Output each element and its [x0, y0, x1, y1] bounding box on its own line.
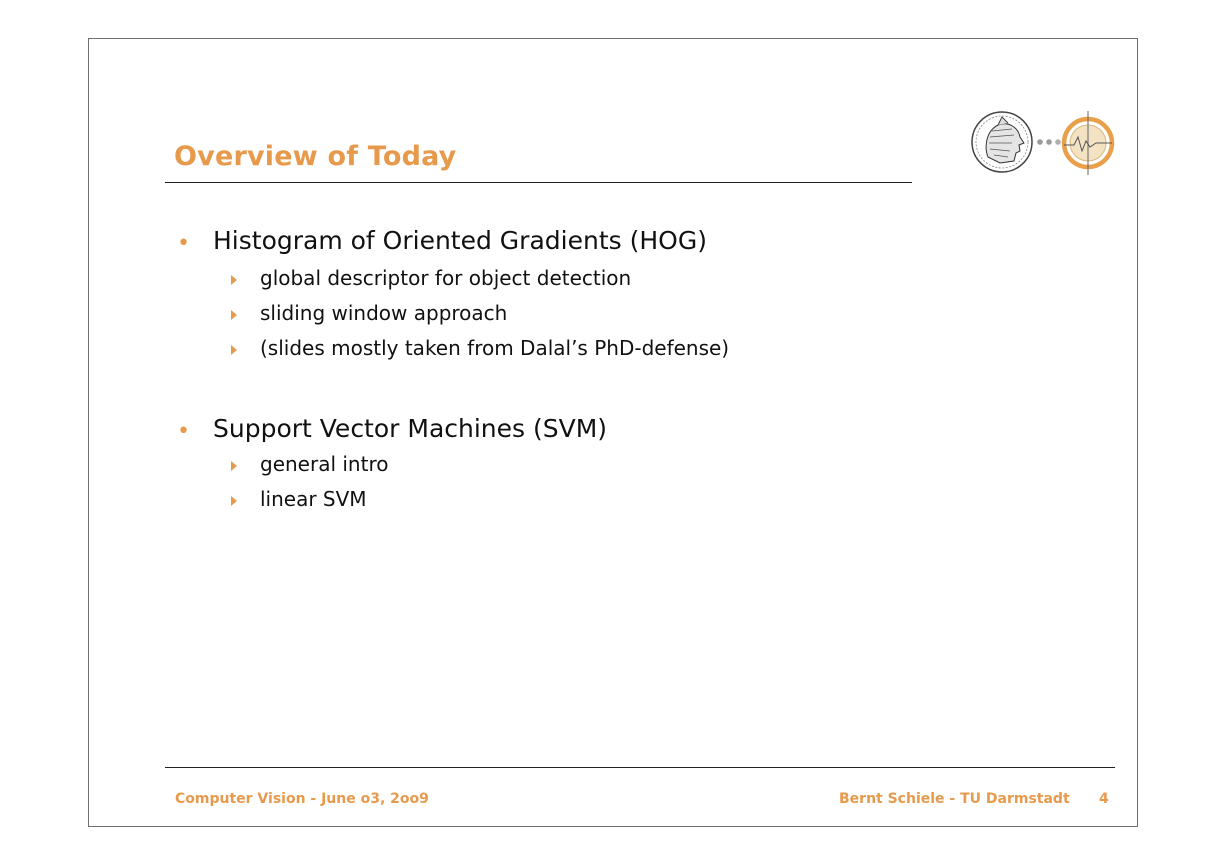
list-item: global descriptor for object detection [260, 266, 632, 290]
triangle-right-icon [231, 496, 237, 506]
triangle-right-icon [231, 461, 237, 471]
university-logo-icon [964, 107, 1119, 177]
footer-author: Bernt Schiele - TU Darmstadt [839, 791, 1070, 807]
page-number: 4 [1099, 791, 1109, 807]
slide [88, 38, 1138, 827]
bullet-dot-icon: • [177, 231, 190, 256]
title-divider [165, 182, 912, 183]
list-item: general intro [260, 452, 389, 476]
signal-ring-icon [1064, 111, 1112, 175]
athene-head-icon [972, 112, 1032, 172]
section-heading-svm: Support Vector Machines (SVM) [213, 414, 608, 443]
triangle-right-icon [231, 275, 237, 285]
footer-divider [165, 767, 1115, 768]
section-heading-hog: Histogram of Oriented Gradients (HOG) [213, 226, 707, 255]
footer-course-date: Computer Vision - June o3, 2oo9 [175, 791, 429, 807]
connector-dots-icon [1037, 139, 1061, 145]
list-item: (slides mostly taken from Dalal’s PhD-defense) [260, 336, 730, 360]
list-item: linear SVM [260, 487, 367, 511]
bullet-dot-icon: • [177, 419, 190, 444]
list-item: sliding window approach [260, 301, 508, 325]
triangle-right-icon [231, 310, 237, 320]
triangle-right-icon [231, 345, 237, 355]
slide-title: Overview of Today [174, 141, 457, 172]
